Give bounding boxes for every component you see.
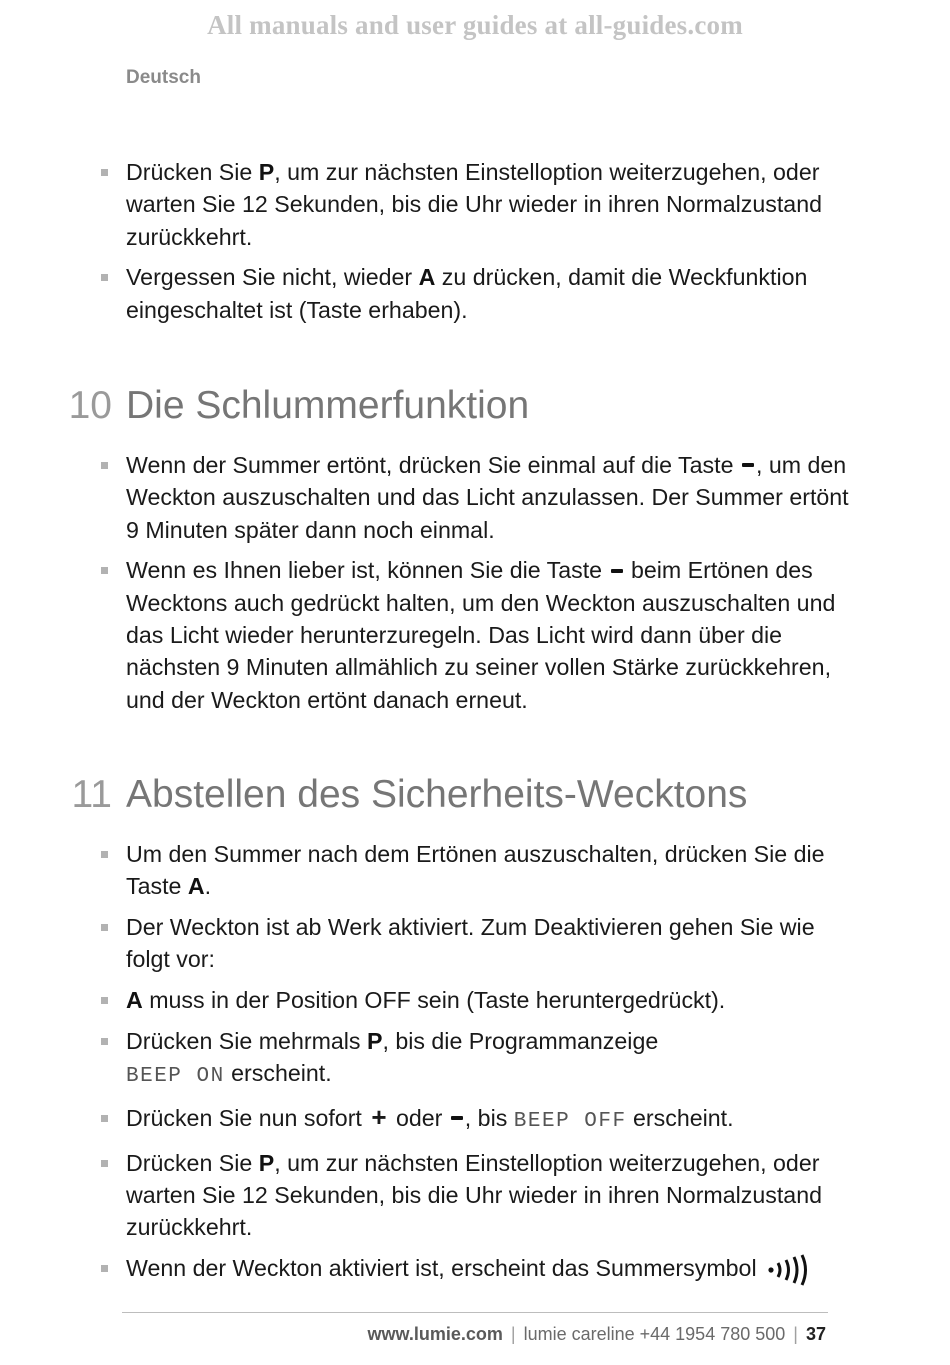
- list-item: Wenn der Weckton aktiviert ist, erscheint das Summersymbol: [0, 1252, 950, 1287]
- footer-separator: |: [510, 1324, 516, 1344]
- bullet-icon: [101, 1160, 108, 1167]
- bullet-icon: [101, 997, 108, 1004]
- page-number: 37: [805, 1324, 826, 1344]
- lcd-display-text: BEEP ON: [126, 1065, 225, 1089]
- bullet-icon: [101, 169, 108, 176]
- plus-key-icon: +: [371, 1102, 387, 1133]
- lcd-display-text: BEEP OFF: [513, 1110, 627, 1134]
- bullet-icon: [101, 1265, 108, 1272]
- list-item: Wenn es Ihnen lieber ist, können Sie die Taste beim Ertönen des Wecktons auch gedrückt halten, um den Weckton auszuschalten und das Licht wieder herunterzuregeln. Das Licht wird dann über die nächsten 9 Minuten allmählich zu seiner vollen Stärke zurückkehren, und der Weckton ertönt danach erneut.: [0, 554, 950, 715]
- bullet-icon: [101, 924, 108, 931]
- bullet-icon: [101, 1038, 108, 1045]
- list-item: A muss in der Position OFF sein (Taste heruntergedrückt).: [0, 984, 950, 1016]
- list-item: Um den Summer nach dem Ertönen auszuschalten, drücken Sie die Taste A.: [0, 838, 950, 903]
- minus-key-icon: [451, 1116, 463, 1120]
- watermark: All manuals and user guides at all-guides.com: [207, 10, 743, 40]
- bullet-icon: [101, 274, 108, 281]
- section-title: Die Schlummerfunktion: [126, 384, 530, 427]
- list-item: Drücken Sie P, um zur nächsten Einstelloption weiterzugehen, oder warten Sie 12 Sekunden, bis die Uhr wieder in ihren Normalzustand zurückkehrt.: [0, 156, 950, 253]
- section11-list: [0, 838, 950, 1296]
- section-number: 11: [71, 773, 112, 816]
- section-number: 10: [68, 384, 112, 427]
- footer: [368, 1324, 826, 1345]
- minus-key-icon: [611, 569, 623, 573]
- section-heading-10: [0, 381, 950, 431]
- list-item: Drücken Sie P, um zur nächsten Einstelloption weiterzugehen, oder warten Sie 12 Sekunden, bis die Uhr wieder in ihren Normalzustand zurückkehrt.: [0, 1147, 950, 1244]
- bullet-icon: [101, 1115, 108, 1122]
- buzzer-sound-icon: [765, 1253, 815, 1287]
- bullet-icon: [101, 851, 108, 858]
- footer-careline: lumie careline +44 1954 780 500: [523, 1324, 786, 1344]
- list-item: Der Weckton ist ab Werk aktiviert. Zum Deaktivieren gehen Sie wie folgt vor:: [0, 911, 950, 976]
- section-title: Abstellen des Sicherheits-Wecktons: [126, 773, 748, 816]
- bullet-icon: [101, 567, 108, 574]
- language-label: Deutsch: [126, 67, 201, 88]
- list-item: Wenn der Summer ertönt, drücken Sie einmal auf die Taste , um den Weckton auszuschalten und das Licht anzulassen. Der Summer ertönt 9 Minuten später dann noch einmal.: [0, 449, 950, 546]
- section-heading-11: [0, 770, 950, 820]
- list-item: Vergessen Sie nicht, wieder A zu drücken, damit die Weckfunktion eingeschaltet ist (Taste erhaben).: [0, 261, 950, 326]
- intro-list: [0, 156, 950, 334]
- minus-key-icon: [742, 463, 754, 467]
- footer-url: www.lumie.com: [367, 1324, 503, 1344]
- footer-divider: [122, 1312, 828, 1313]
- bullet-icon: [101, 462, 108, 469]
- footer-separator: |: [793, 1324, 798, 1344]
- section10-list: [0, 449, 950, 724]
- list-item: Drücken Sie nun sofort + oder , bis BEEP OFF erscheint.: [0, 1102, 950, 1138]
- list-item: Drücken Sie mehrmals P, bis die Programmanzeige BEEP ON erscheint.: [0, 1025, 950, 1094]
